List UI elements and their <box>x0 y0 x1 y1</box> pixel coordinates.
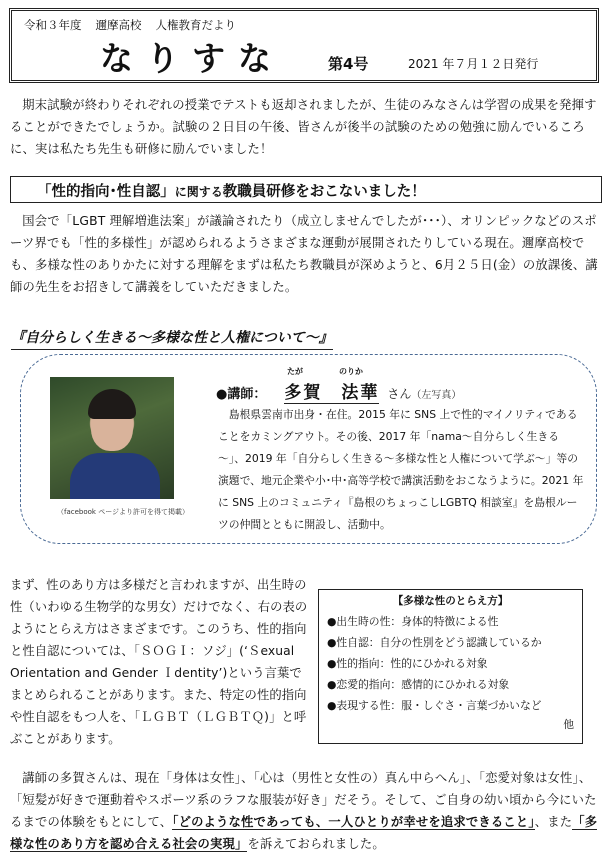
gender-diversity-box <box>318 589 583 744</box>
closing-paragraph <box>10 767 602 853</box>
training-paragraph: 国会で「LGBT 理解増進法案」が議論されたり（成立しませんでしたが･･･）、オリンピックなどのスポーツ界でも「性的多様性」が認められるようさまざまな運動が展開されたりしている現在。邇摩高校でも、多様な性のありかたに対する理解をまずは私たち教職員が深めようと、6月２５日(金）の放課後、講師の先生をお招きして講義をしていただきました。 <box>10 214 598 294</box>
sidebox-item: ●表現する性：服・しぐさ・言葉づかいなど <box>327 699 542 712</box>
speaker-photo-note: （左写真） <box>411 390 462 401</box>
sidebox-item: ●恋愛的指向：感情的にひかれる対象 <box>327 678 510 691</box>
photo-hair-shape <box>88 389 136 419</box>
masthead-meta <box>24 17 250 33</box>
photo-body-shape <box>70 453 160 499</box>
speaker-bio: 島根県雲南市出身・在住。2015 年に SNS 上で性的マイノリティであることをカミングアウト。その後、2017 年「nama～自分らしく生きる～」、2019 年「自分らしく生きる～多様な性と人権について学ぶ～」等の演題で、地元企業や小･中･高等学校で講演活動をおこなうように。2021 年に SNS 上のコミュニティ『島根のちょっこしLGBTQ 相談室』を島根ルーツの仲間とともに開設し、活動中。 <box>218 408 584 531</box>
training-heading <box>10 176 602 203</box>
masthead-school: 邇摩高校 <box>95 18 142 32</box>
closing-text-2: 、また <box>534 815 573 829</box>
issue-number: 第4号 <box>328 55 369 73</box>
masthead-year: 令和３年度 <box>24 18 82 32</box>
speaker-name: 多賀 法華 <box>284 383 380 403</box>
speaker-photo <box>50 377 174 499</box>
sidebox-etc: 他 <box>563 718 574 731</box>
lecture-title: 『自分らしく生きる～多様な性と人権について～』 <box>11 327 333 350</box>
speaker-label: ●講師： <box>216 387 267 402</box>
sidebox-item: ●性自認：自分の性別をどう認識しているか <box>327 636 542 649</box>
heading-tail: 教職員研修をおこないました！ <box>222 184 426 200</box>
newsletter-title: なりすな <box>100 39 284 78</box>
closing-text-3: を訴えておられました。 <box>247 837 385 851</box>
closing-emphasis-1: 「どのような性であっても、一人ひとりが幸せを追求できること」 <box>172 815 535 829</box>
sidebox-title: 【多様な性のとらえ方】 <box>392 595 509 607</box>
heading-main: 「性的指向･性自認」 <box>37 184 175 200</box>
name-ruby-given: のりか <box>339 367 363 376</box>
masthead-newsletter: 人権教育だより <box>155 18 236 32</box>
speaker-name-line <box>216 378 461 403</box>
closing-text-1: 講師の多賀さんは、現在「身体は女性」、「心は（男性と女性の）真ん中らへん」、「恋愛対象は女性」、「短髪が好きで運動着やスポーツ系のラフな服装が好き」だそう。そして、ご自身の幼い頃から今にいたるまでの体験をもとにして、 <box>10 771 597 829</box>
speaker-honorific: さん <box>387 387 412 401</box>
masthead <box>9 8 599 83</box>
intro-paragraph: 期末試験が終わりそれぞれの授業でテストも返却されましたが、生徒のみなさんは学習の成果を発揮することができたでしょうか。試験の２日目の午後、皆さんが後半の試験のための勉強に励んでいるころに、実は私たち先生も研修に励んでいました！ <box>10 98 597 156</box>
issue-date: 2021 年７月１２日発行 <box>408 57 539 71</box>
photo-caption: （facebook ページより許可を得て掲載） <box>57 508 190 516</box>
sidebox-item: ●出生時の性：身体的特徴による性 <box>327 615 499 628</box>
explain-paragraph: まず、性のあり方は多様だと言われますが、出生時の性（いわゆる生物学的な男女）だけでなく、右の表のようにとらえ方はさまざまです。このうち、性的指向と性自認については、「ＳＯＧＩ：ソジ」(‘Ｓexual Orientation and Gender Ｉdentity’)という言葉でまとめられることがあります。また、特定の性的指向や性自認をもつ人を、「ＬＧＢＴ（ＬＧＢＴＱ)」と呼ぶことがあります。 <box>10 578 308 746</box>
heading-mid: に関する <box>174 185 223 199</box>
name-ruby-family: たが <box>287 367 303 376</box>
closing-emphasis-2: 「多様な性のあり方を認め合える社会の実現」 <box>10 815 598 851</box>
sidebox-item: ●性的指向：性的にひかれる対象 <box>327 657 488 670</box>
